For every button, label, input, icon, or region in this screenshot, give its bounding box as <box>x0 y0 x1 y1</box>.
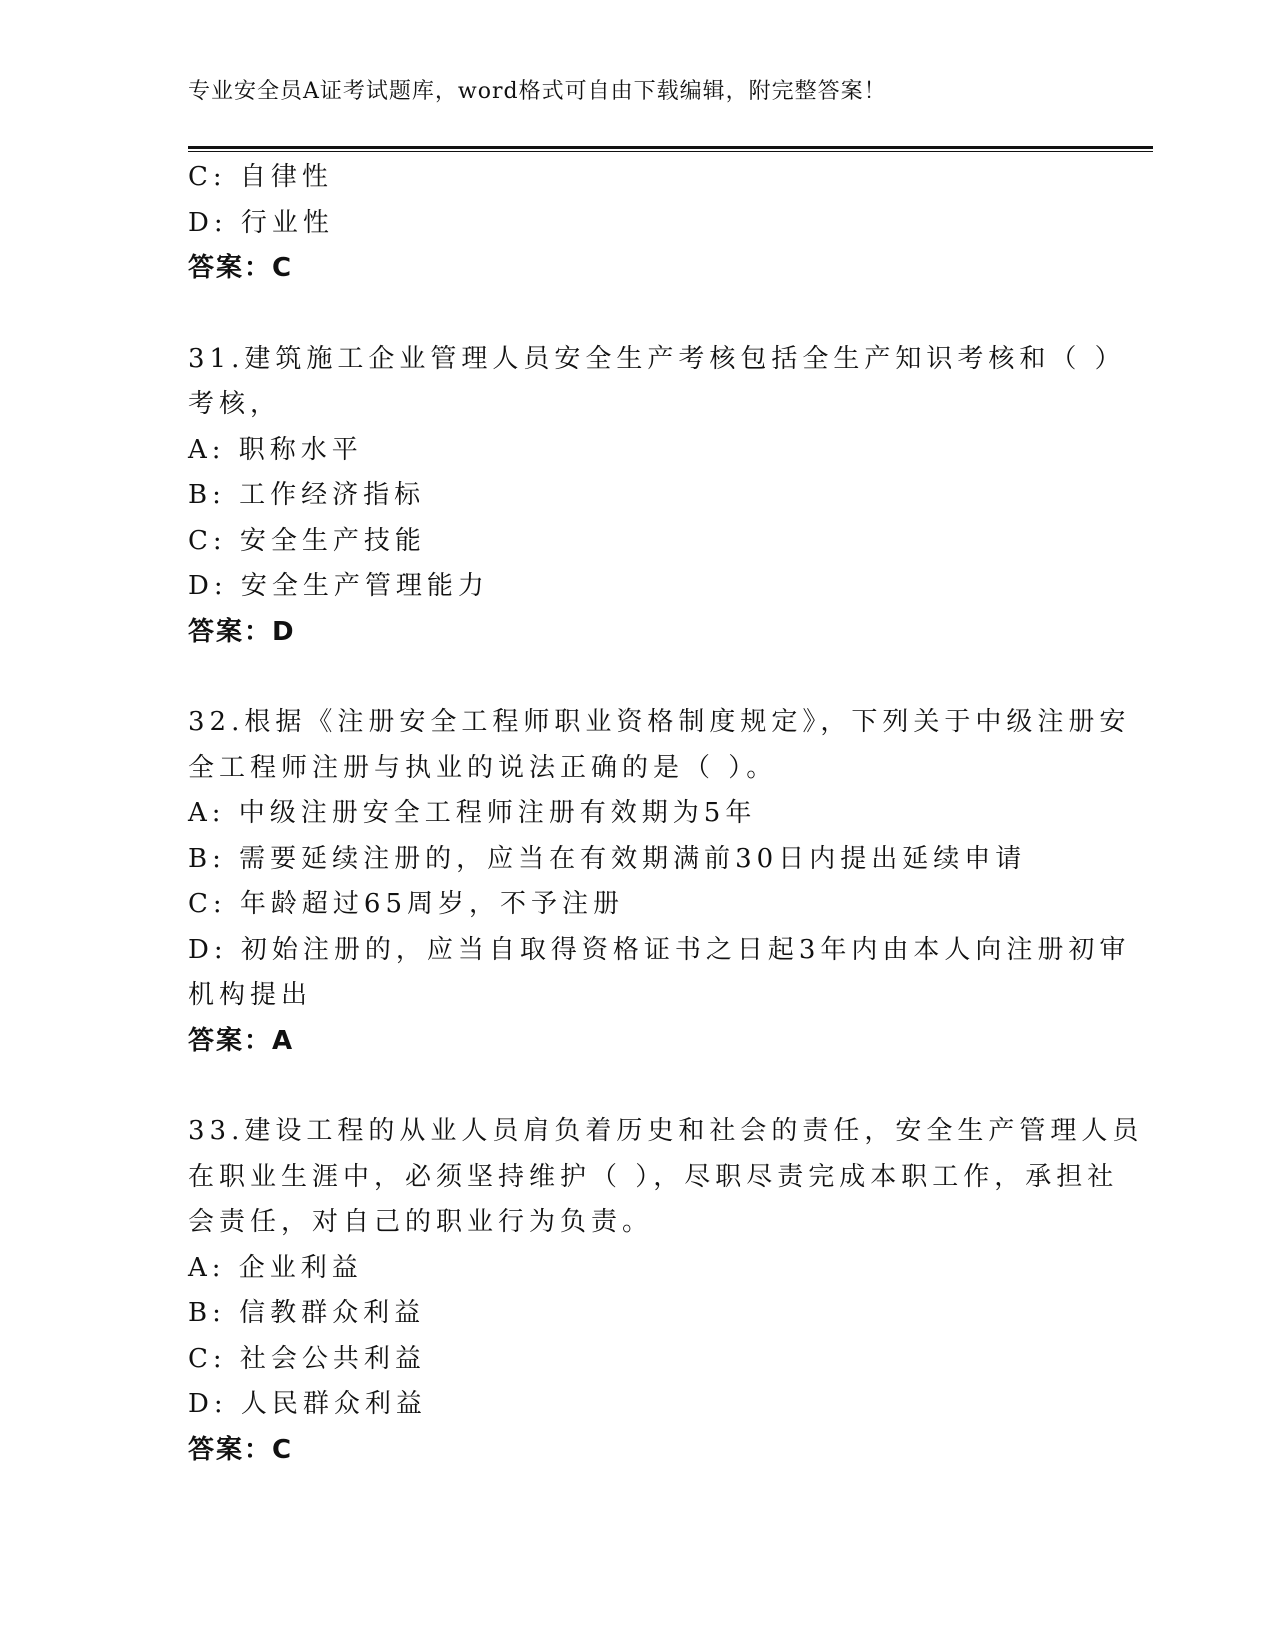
question-stem: 会责任，对自己的职业行为负责。 <box>188 1207 654 1237</box>
question-32 <box>188 700 1131 1064</box>
option-a: A: 企业利益 <box>188 1252 363 1283</box>
option-d-continued: 机构提出 <box>188 980 313 1010</box>
option-b: B: 信教群众利益 <box>188 1298 426 1328</box>
option-a: A: 职称水平 <box>188 434 363 465</box>
option-b: B: 需要延续注册的，应当在有效期满前30日内提出延续申请 <box>188 843 1027 874</box>
question-continued <box>188 155 1078 292</box>
document-body <box>188 155 1144 1473</box>
question-stem: 31.建筑施工企业管理人员安全生产考核包括全生产知识考核和（ ） <box>188 343 1126 374</box>
question-31 <box>188 337 1126 656</box>
question-stem: 全工程师注册与执业的说法正确的是（ ）。 <box>188 752 778 783</box>
question-33 <box>188 1109 1144 1473</box>
option-c: C: 社会公共利益 <box>188 1343 426 1374</box>
option-c: C: 自律性 <box>188 162 333 192</box>
option-d: D: 人民群众利益 <box>188 1389 427 1419</box>
option-c: C: 年龄超过65周岁，不予注册 <box>188 889 625 919</box>
spacer <box>188 655 1078 700</box>
option-d: D: 初始注册的，应当自取得资格证书之日起3年内由本人向注册初审 <box>188 934 1131 965</box>
header-rule-thick <box>188 146 1153 149</box>
answer: 答案：C <box>188 253 294 283</box>
option-a: A: 中级注册安全工程师注册有效期为5年 <box>188 798 757 828</box>
question-stem: 33.建设工程的从业人员肩负着历史和社会的责任，安全生产管理人员 <box>188 1116 1144 1146</box>
answer: 答案：D <box>188 616 296 647</box>
spacer <box>188 292 1078 337</box>
question-stem: 32.根据《注册安全工程师职业资格制度规定》，下列关于中级注册安 <box>188 707 1131 737</box>
option-c: C: 安全生产技能 <box>188 525 426 556</box>
option-d: D: 行业性 <box>188 207 334 238</box>
page-header: 专业安全员A证考试题库，word格式可自由下载编辑，附完整答案！ <box>188 79 887 104</box>
answer: 答案：A <box>188 1025 295 1056</box>
answer: 答案：C <box>188 1434 294 1465</box>
option-d: D: 安全生产管理能力 <box>188 571 489 601</box>
question-stem: 在职业生涯中，必须坚持维护（ ），尽职尽责完成本职工作，承担社 <box>188 1161 1119 1192</box>
question-stem: 考核， <box>188 389 282 419</box>
option-b: B: 工作经济指标 <box>188 480 426 510</box>
header-rule-thin <box>188 151 1153 152</box>
spacer <box>188 1064 1078 1109</box>
